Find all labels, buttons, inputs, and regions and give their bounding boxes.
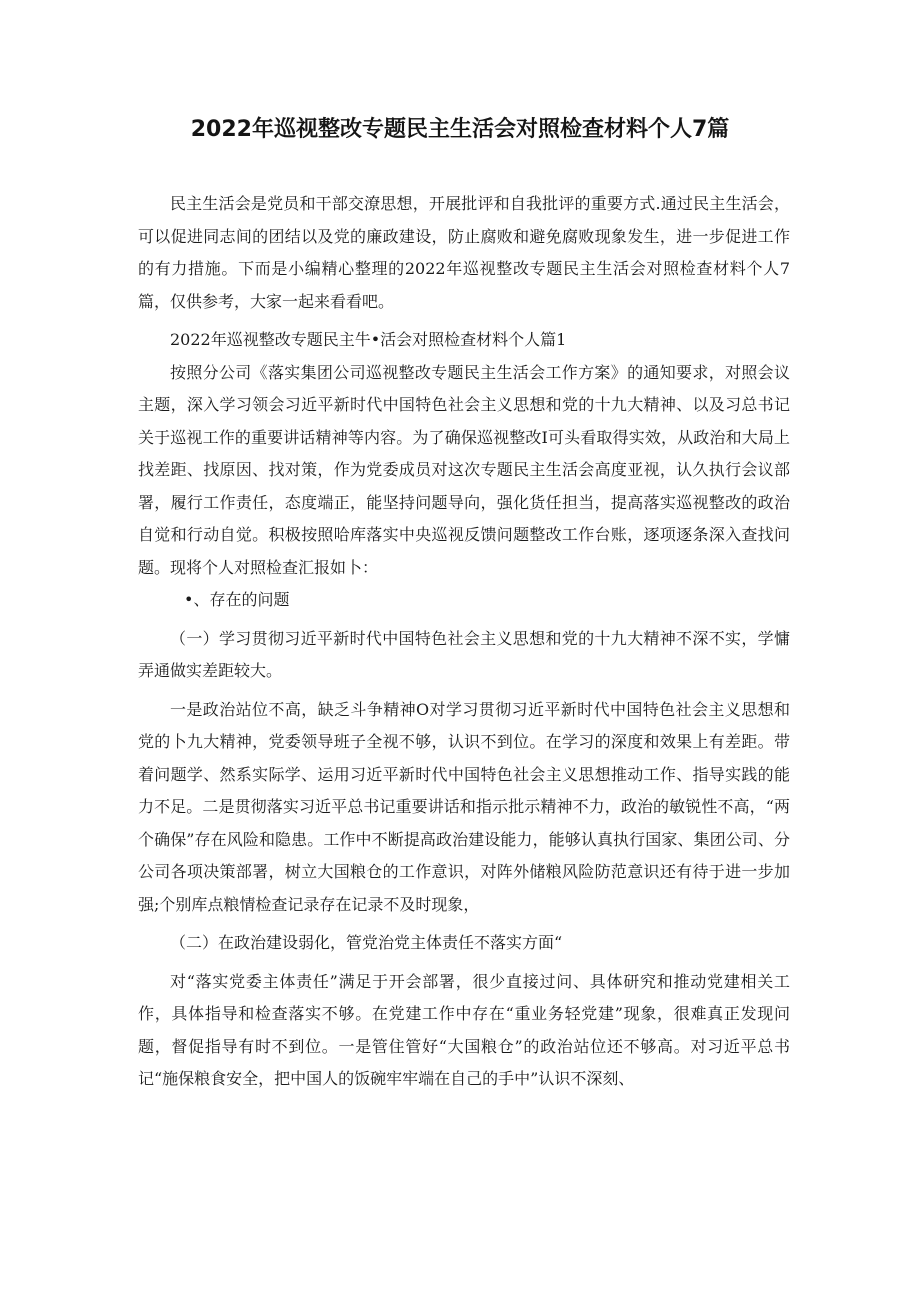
item-heading-2: （二）在政治建设弱化，管党治党主体责任不落实方面“ — [170, 933, 563, 952]
intro-paragraph: 民主生活会是党员和干部交潦思想，开展批评和自我批评的重要方式.通过民主生活会，可以促进同志间的团结以及党的廉政建设，防止腐败和避免腐败现象发生，进一步促进工作的有力措施。下而是小编精心整理的2022年巡视整改专题民主生活会对照检查材料个人7篇，仅供参考，大家一起来看看吧。 — [138, 194, 790, 311]
body-paragraph: 按照分公司《落实集团公司巡视整改专题民主生活会工作方案》的通知要求，对照会议主题，深入学习领会习近平新时代中国特色社会主义思想和党的十九大精神、以及习总书记关于巡视工作的重要讲话精神等内容。为了确保巡视整改I可头看取得实效，从政治和大局上找差距、找原因、找对策，作为党委成员对这次专题民主生活会高度亚视，认久执行会议部署，履行工作责任，态度端正，能坚持问题导向，强化货任担当，提高落实巡视整改的政治自觉和行动自觉。积极按照哈库落实中央巡视反馈问题整改工作台账，逐项逐条深入查找问题。现将个人对照检查汇报如卜： — [138, 362, 790, 577]
body-paragraph: 对“落实党委主体责任”满足于开会部署，很少直接过问、具体研究和推动党建相关工作，具体指导和检查落实不够。在党建工作中存在“重业务轻党建”现象，很难真正发现问题，督促指导有时不到位。一是管住管好“大国粮仓”的政治站位还不够高。对习近平总书记“施保粮食安全，把中国人的饭碗牢牢端在自己的手中”认识不深刻、 — [138, 971, 790, 1088]
item-heading-1: （一）学习贯彻习近平新时代中国特色社会主义思想和党的十九大精神不深不实，学慵弄通做实差距较大。 — [138, 628, 790, 680]
body-paragraph: 一是政治站位不高，缺乏斗争精神O对学习贯彻习近平新时代中国特色社会主义思想和党的卜九大精神，党委领导班子全视不够，认识不到位。在学习的深度和效果上有差距。带着问题学、然系实际学、运用习近平新时代中国特色社会主义思想推动工作、指导实践的能力不足。二是贯彻落实习近平总书记重要讲话和指示批示精神不力，政治的敏锐性不高，“两个确保”存在风险和隐患。工作中不断提高政治建设能力，能够认真执行国家、集团公司、分公司各项决策部署，树立大国粮仓的工作意识，对阵外储粮风险防范意识还有待于进一步加强;个别库点粮情检查记录存在记录不及时现象， — [138, 699, 790, 914]
section-heading-part1: 2022年巡视整改专题民主牛•活会对照检查材料个人篇1 — [170, 330, 567, 349]
subsection-heading-problems: •、存在的问题 — [184, 590, 290, 609]
document-title: 2022年巡视整改专题民主生活会对照检查材料个人7篇 — [190, 117, 730, 142]
document-body — [138, 188, 790, 1096]
